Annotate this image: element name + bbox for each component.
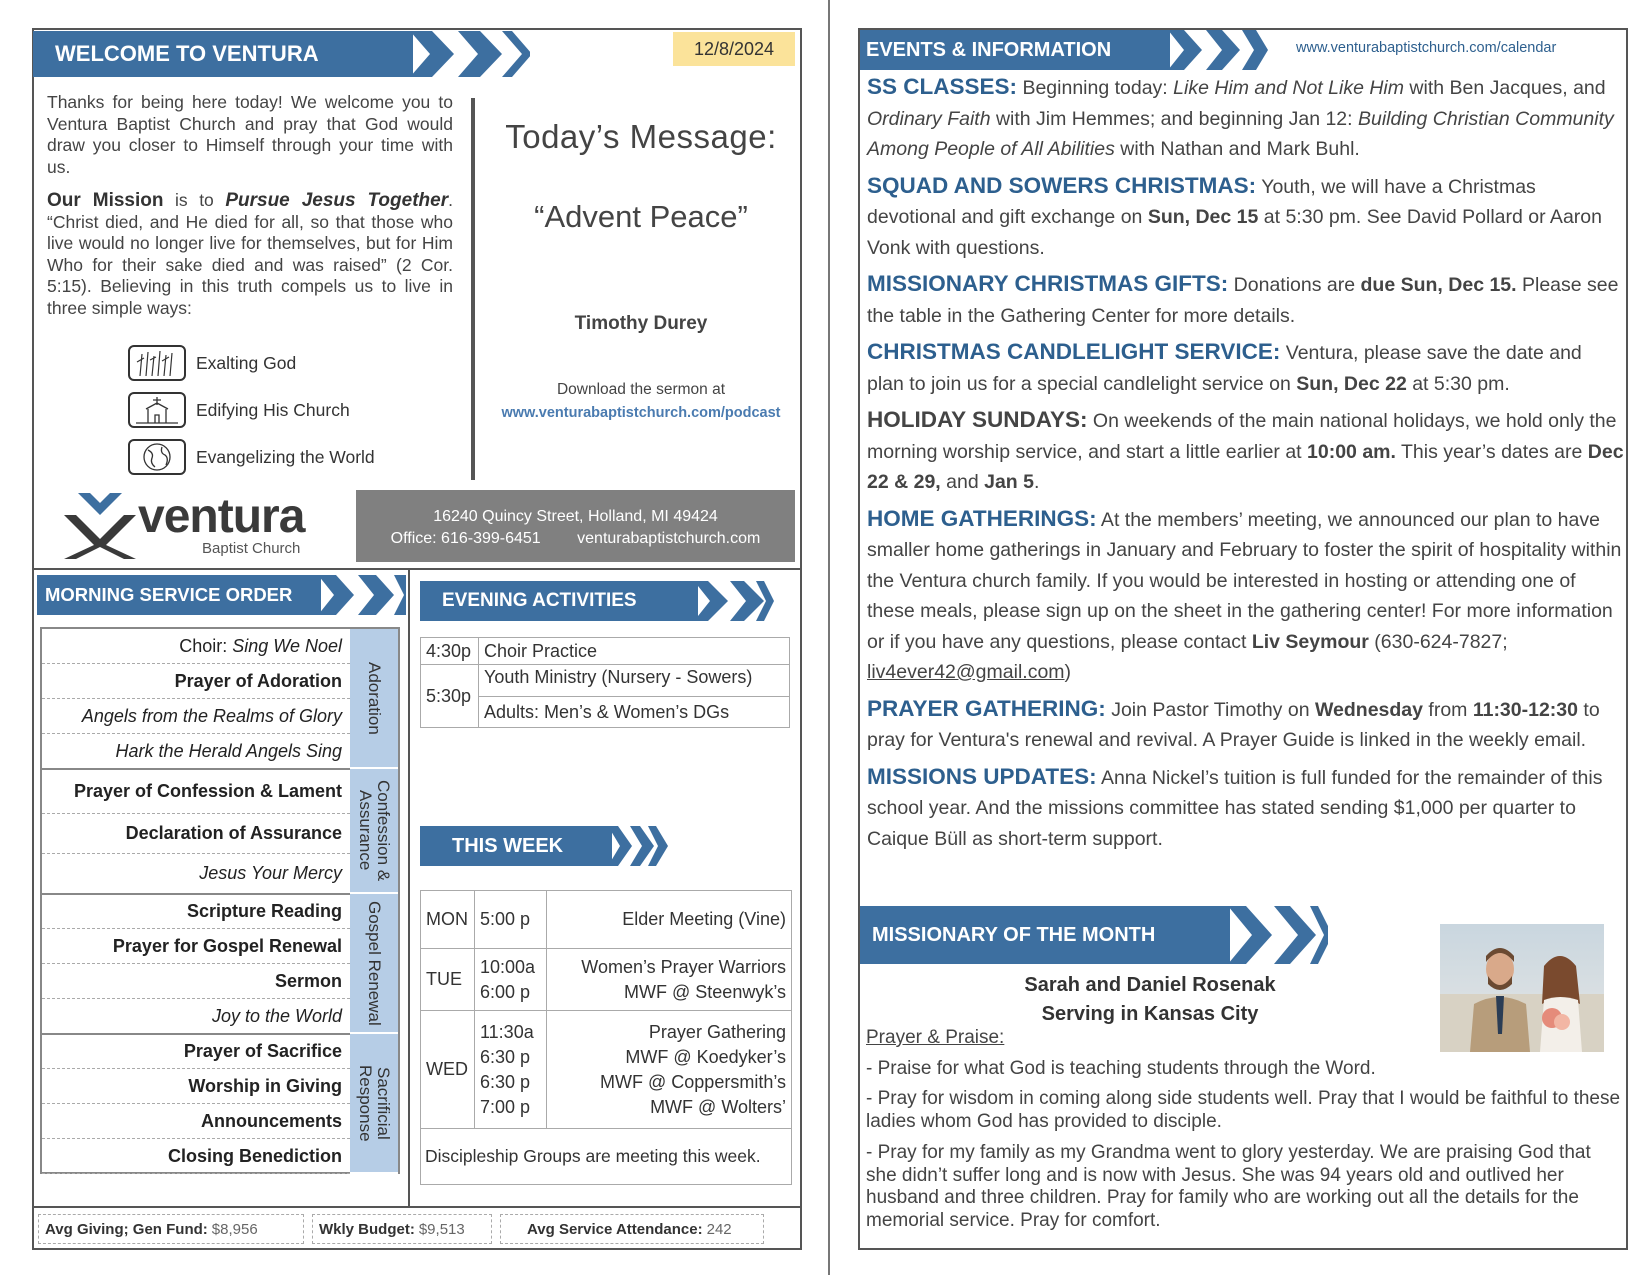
way-label: Exalting God	[196, 352, 297, 373]
evening-header	[420, 581, 698, 621]
chevron-icon	[694, 581, 774, 621]
service-item: Declaration of Assurance	[42, 814, 350, 854]
welcome-intro: Thanks for being here today! We welcome you to Ventura Baptist Church and pray that God would draw you closer to Himself through your time with us.	[47, 92, 453, 177]
table-row: MON 5:00 p Elder Meeting (Vine)	[421, 891, 792, 949]
service-item: Worship in Giving	[42, 1069, 350, 1104]
way-item	[128, 343, 428, 383]
table-row: 5:30p Youth Ministry (Nursery - Sowers)	[421, 665, 790, 697]
service-section-tab: Gospel Renewal	[350, 894, 398, 1034]
chevron-icon	[608, 826, 668, 866]
chevron-icon	[318, 575, 406, 615]
missionary-names: Sarah and Daniel Rosenak Serving in Kansas City	[1024, 974, 1276, 1025]
message-speaker: Timothy Durey	[574, 313, 708, 334]
logo-subtitle: Baptist Church	[202, 540, 301, 557]
logo-mark-icon	[62, 489, 138, 561]
service-section-tab: Sacrificial Response	[350, 1034, 398, 1174]
way-item	[128, 437, 428, 477]
evening-title: EVENING ACTIVITIES	[442, 590, 637, 611]
date-badge: 12/8/2024	[673, 32, 795, 66]
event-holiday: HOLIDAY SUNDAYS: On weekends of the main national holidays, we hold only the morning worship service, and start a little earlier at 10:00 am. This year’s dates are Dec 22 & 29, and Jan 5.	[867, 407, 1624, 493]
prayer-praise-label: Prayer & Praise:	[866, 1027, 1005, 1048]
event-prayer: PRAYER GATHERING: Join Pastor Timothy on Wednesday from 11:30-12:30 to pray for Ventura's renewal and revival. A Prayer Guide is linked in the weekly email.	[867, 695, 1600, 751]
table-row: WED 11:30a 6:30 p 6:30 p 7:00 p Prayer Gathering MWF @ Koedyker’s MWF @ Coppersmith’s MWF @ Wolters’	[421, 1011, 792, 1129]
table-row: Discipleship Groups are meeting this week.	[421, 1129, 792, 1185]
podcast-link[interactable]: www.venturabaptistchurch.com/podcast	[501, 405, 781, 421]
mission-text: Our Mission is to Pursue Jesus Together. “Christ died, and He died for all, so that those who live would no longer live for themselves, but for Him Who for their sake died and was raised” (2 Cor. 5:15). Believing in this truth compels us to live in three simple ways:	[47, 190, 453, 318]
morning-header	[37, 575, 321, 615]
hands-raised-icon	[128, 345, 186, 381]
event-home-gatherings: HOME GATHERINGS: At the members’ meeting, we announced our plan to have smaller home gatherings in January and February to foster the spirit of hospitality within the Ventura church family. If you would be interested in hosting or attending one of these meals, please sign up on the sheet in the gathering center! For more information or if you have any questions, please contact Liv Seymour (630-624-7827; liv4ever42@gmail.com)	[867, 505, 1622, 683]
left-inner-line	[32, 1206, 802, 1208]
service-item: Prayer of Sacrifice	[42, 1034, 350, 1069]
service-item: Scripture Reading	[42, 894, 350, 929]
this-week-title: THIS WEEK	[452, 834, 564, 857]
welcome-header	[33, 31, 413, 77]
service-item: Angels from the Realms of Glory	[42, 699, 350, 734]
service-item: Sermon	[42, 964, 350, 999]
message-title: “Advent Peace”	[534, 199, 748, 234]
contact-line	[356, 530, 795, 548]
event-squad: SQUAD AND SOWERS CHRISTMAS: Youth, we will have a Christmas devotional and gift exchange on Sun, Dec 15 at 5:30 pm. See David Pollard or Aaron Vonk with questions.	[867, 172, 1602, 259]
welcome-body	[47, 92, 453, 319]
address-box	[356, 490, 795, 562]
evening-table	[420, 637, 790, 728]
prayer-item: - Pray for wisdom in coming along side students well. Pray that I would be faithful to these ladies whom God has provided to disciple.	[866, 1088, 1621, 1132]
service-item: Jesus Your Mercy	[42, 854, 350, 894]
event-missions: MISSIONS UPDATES: Anna Nickel’s tuition is full funded for the remainder of this school year. And the missions committee has stated sending $1,000 per quarter to Caique Büll as short-term support.	[867, 763, 1603, 850]
service-section-tab: Confession & Assurance	[350, 769, 398, 894]
table-row: Adults: Men’s & Women’s DGs	[421, 697, 790, 728]
events-header	[860, 30, 1170, 70]
stat-attendance: Avg Service Attendance: 242	[500, 1214, 764, 1244]
events-title: EVENTS & INFORMATION	[866, 38, 1112, 61]
left-vert-line	[408, 568, 410, 1208]
service-item: Choir: Sing We Noel	[42, 629, 350, 664]
church-icon	[128, 392, 186, 428]
service-item: Prayer of Adoration	[42, 664, 350, 699]
table-row: 4:30p Choir Practice	[421, 638, 790, 665]
stat-budget: Wkly Budget: $9,513	[312, 1214, 492, 1244]
service-section-tab: Adoration	[350, 629, 398, 769]
way-label: Evangelizing the World	[196, 446, 375, 467]
table-row: TUE 10:00a 6:00 p Women’s Prayer Warriors MWF @ Steenwyk’s	[421, 949, 792, 1011]
this-week-table	[420, 890, 792, 1185]
ways-list	[128, 343, 428, 477]
page-divider	[828, 0, 830, 1275]
service-item: Joy to the World	[42, 999, 350, 1034]
event-gifts: MISSIONARY CHRISTMAS GIFTS: Donations are due Sun, Dec 15. Please see the table in the Gathering Center for more details.	[867, 271, 1619, 327]
service-item: Closing Benediction	[42, 1139, 350, 1174]
stat-giving: Avg Giving; Gen Fund: $8,956	[38, 1214, 304, 1244]
missionary-title: MISSIONARY OF THE MONTH	[872, 923, 1156, 946]
prayer-praise	[866, 1027, 1624, 1232]
prayer-item: - Praise for what God is teaching students through the Word.	[866, 1057, 1376, 1079]
website[interactable]: venturabaptistchurch.com	[577, 530, 761, 547]
logo-wordmark: ventura	[138, 490, 305, 543]
chevron-icon	[1168, 30, 1268, 70]
this-week-header	[420, 826, 612, 866]
way-item	[128, 390, 428, 430]
service-item: Prayer for Gospel Renewal	[42, 929, 350, 964]
morning-title: MORNING SERVICE ORDER	[45, 584, 293, 605]
way-label: Edifying His Church	[196, 399, 350, 420]
message-heading: Today’s Message:	[505, 118, 777, 155]
office-phone: Office: 616-399-6451	[390, 530, 541, 547]
events-body	[867, 72, 1624, 854]
calendar-link[interactable]: www.venturabaptistchurch.com/calendar	[1296, 40, 1557, 56]
todays-message	[482, 118, 800, 421]
event-candlelight: CHRISTMAS CANDLELIGHT SERVICE: Ventura, please save the date and plan to join us for a special candlelight service on Sun, Dec 22 at 5:30 pm.	[867, 339, 1582, 395]
missionary-header	[860, 906, 1230, 964]
ventura-logo	[62, 489, 332, 561]
service-item: Announcements	[42, 1104, 350, 1139]
download-label: Download the sermon at	[556, 381, 725, 398]
chevron-icon	[410, 31, 530, 77]
chevron-icon	[1228, 906, 1328, 964]
prayer-item: - Pray for my family as my Grandma went to glory yesterday. We are praising God that she didn’t suffer long and is now with Jesus. She was 94 years old and outlived her husband and three children. Pray for family who are working out all the details for the memorial service. Pray for comfort.	[866, 1142, 1591, 1231]
service-item: Prayer of Confession & Lament	[42, 769, 350, 814]
event-ss-classes: SS CLASSES: Beginning today: Like Him and Not Like Him with Ben Jacques, and Ordinary Faith with Jim Hemmes; and beginning Jan 12: Building Christian Community Among People of All Abilities with Nathan and Mark Buhl.	[867, 74, 1614, 160]
globe-icon	[128, 439, 186, 475]
message-divider	[471, 98, 475, 480]
left-mid-line	[32, 568, 802, 570]
service-item: Hark the Herald Angels Sing	[42, 734, 350, 769]
street-address: 16240 Quincy Street, Holland, MI 49424	[433, 508, 718, 525]
welcome-title: WELCOME TO VENTURA	[55, 41, 319, 66]
